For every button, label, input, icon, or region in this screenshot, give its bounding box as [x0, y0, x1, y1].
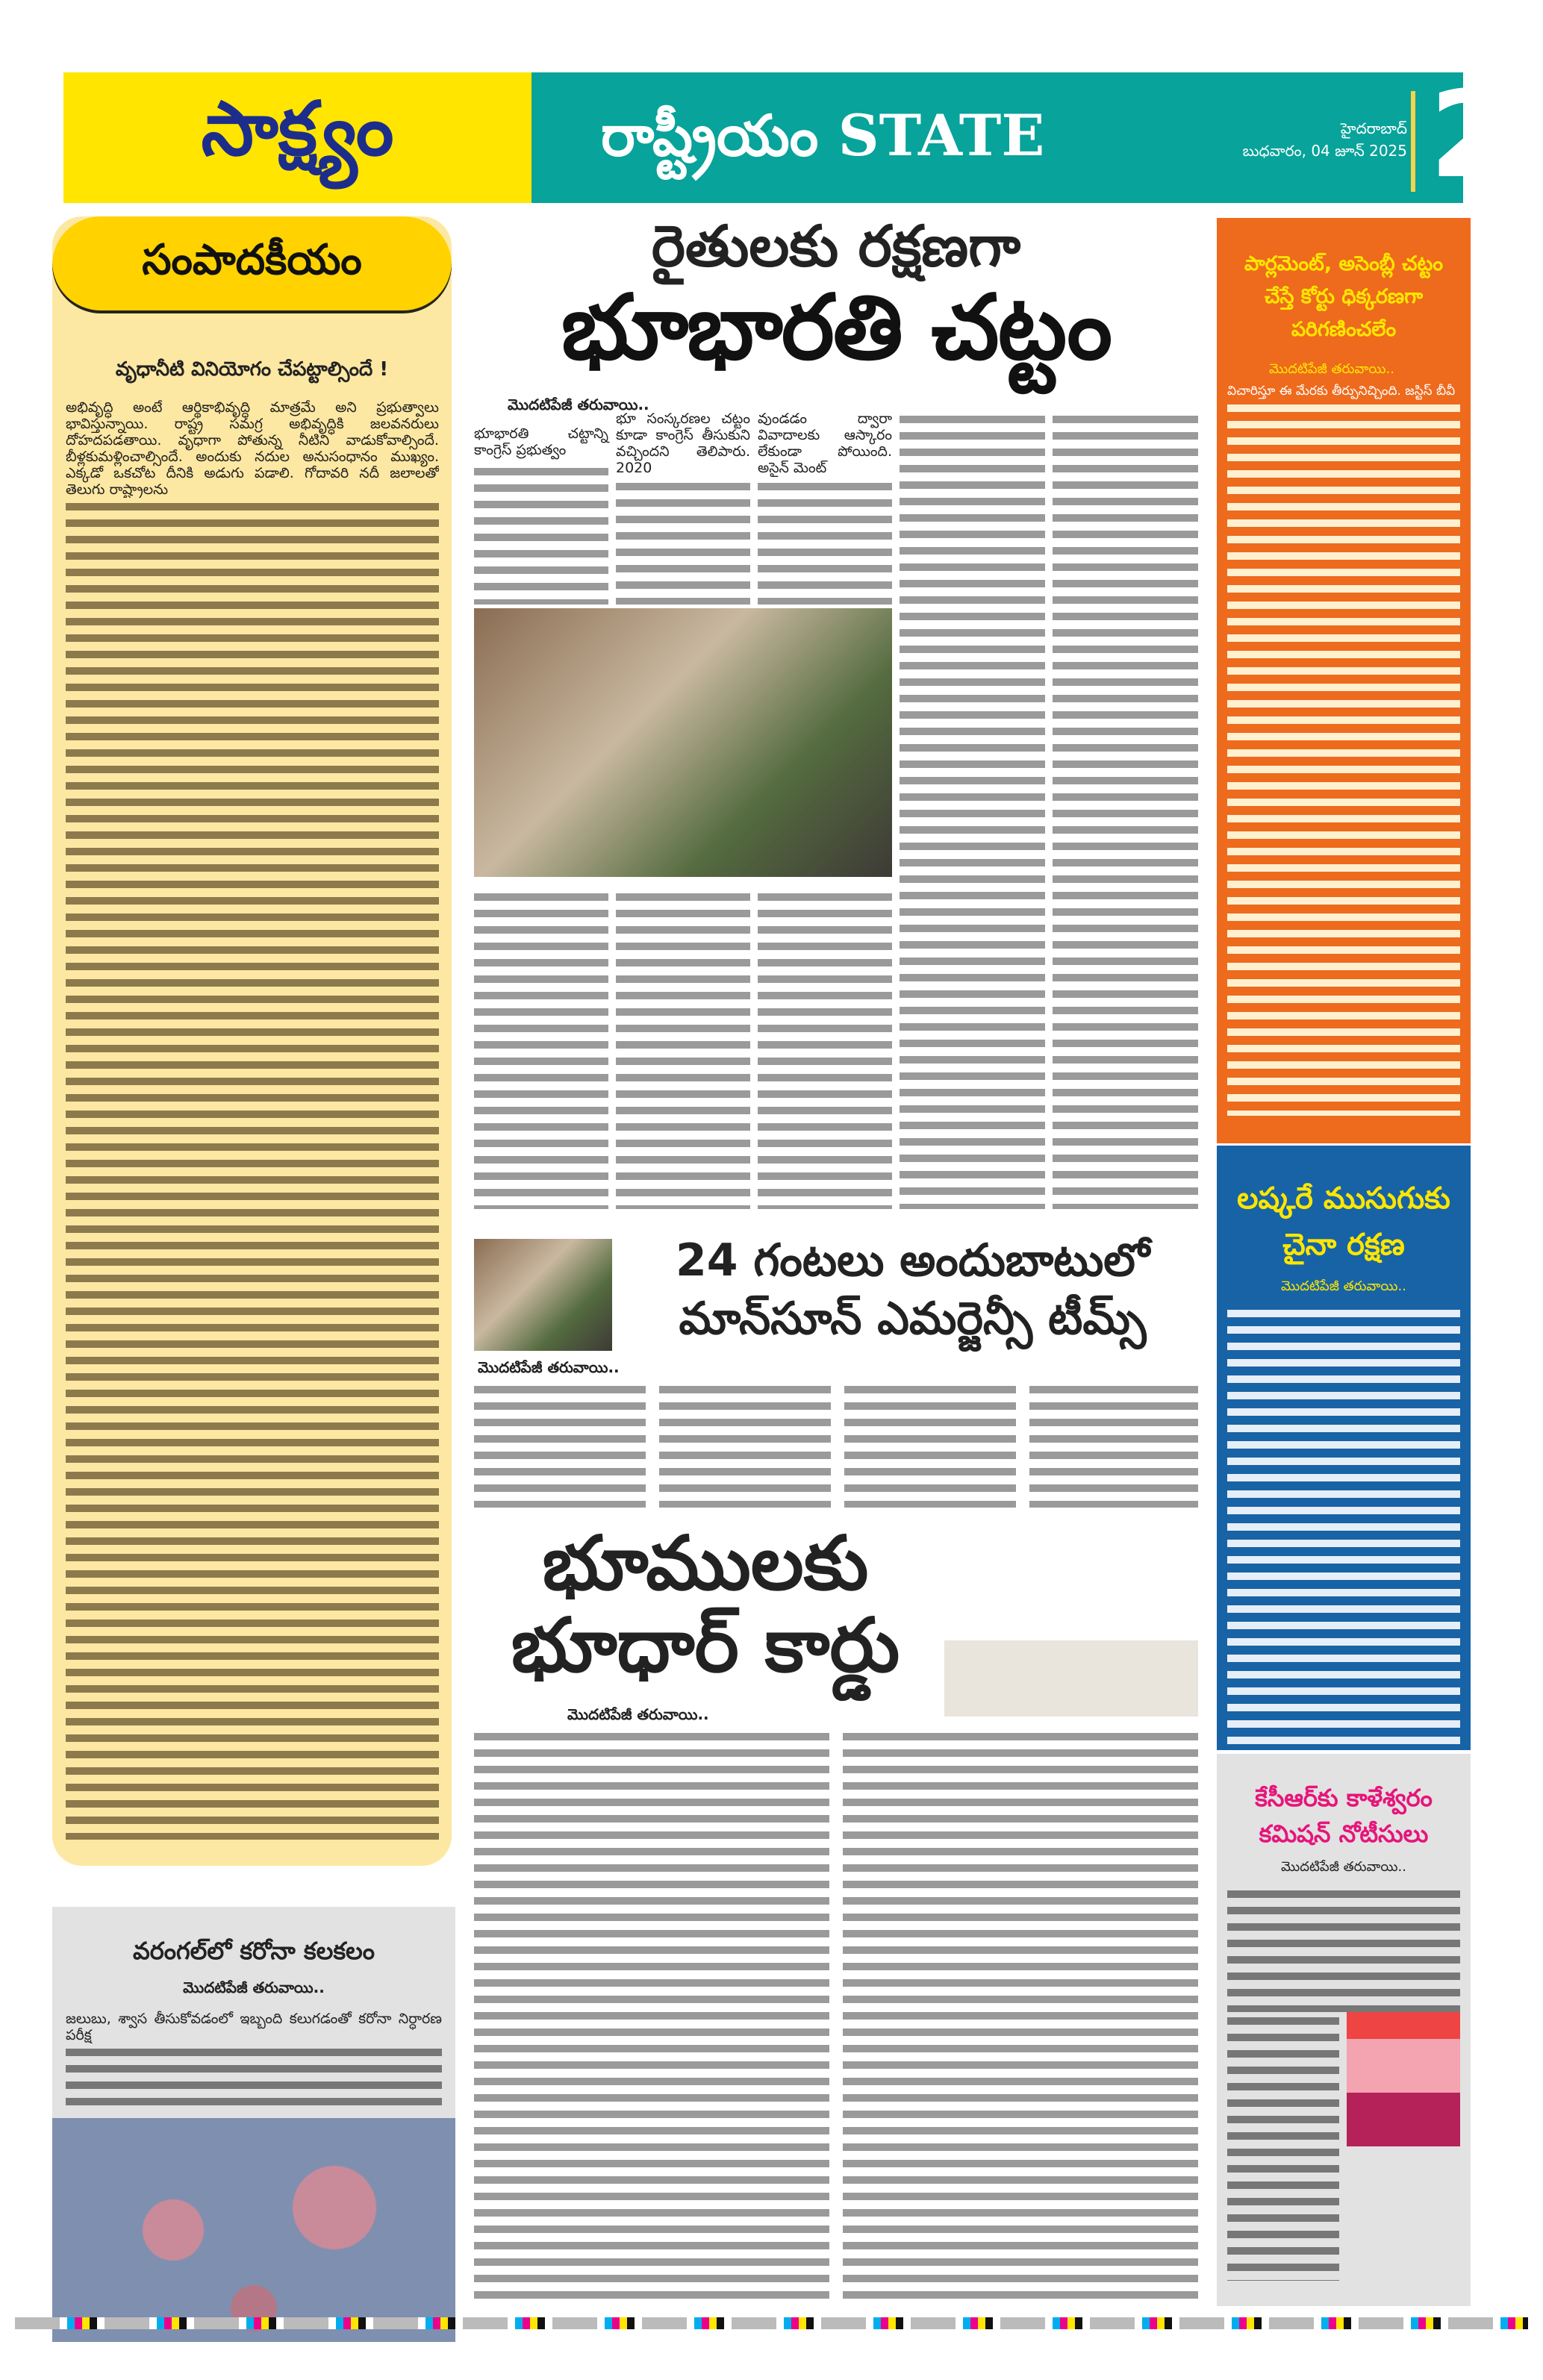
24h-photo	[474, 1239, 612, 1351]
section-title: రాష్ట్రీయం STATE	[601, 102, 1045, 169]
main-col2b	[616, 888, 750, 1209]
main-col2	[616, 478, 750, 605]
land-body	[474, 1728, 1198, 2306]
orange-box	[1217, 218, 1471, 1143]
main-kicker: రైతులకు రక్షణగా	[651, 213, 1021, 279]
kavitha-photo	[1347, 2012, 1460, 2146]
gray-box	[1217, 1754, 1471, 2306]
warangal-lead: జలుబు, శ్వాస తీసుకోవడంలో ఇబ్బంది కలుగడంతో కరోనా నిర్ధారణ పరీక్ష	[66, 2011, 442, 2043]
main-col4	[900, 410, 1045, 1209]
main-headline: భూభారతి చట్టం	[561, 276, 1112, 380]
city: హైదరాబాద్	[1340, 119, 1407, 137]
24h-headline: 24 గంటలు అందుబాటులో మాన్‌సూన్ ఎమర్జెన్సీ టీమ్స్	[676, 1234, 1150, 1345]
editorial-text-flow	[66, 399, 439, 1840]
warangal-headline: వరంగల్‌లో కరోనా కలకలం	[133, 1937, 375, 1965]
virus-image	[52, 2118, 455, 2342]
warangal-body	[66, 2043, 442, 2109]
land-dateline: మొదటిపేజీ తరువాయి..	[567, 1705, 709, 1723]
warangal-dateline: మొదటిపేజీ తరువాయి..	[183, 1978, 325, 1996]
editorial-column	[52, 216, 452, 1866]
orange-dateline: మొదటిపేజీ తరువాయి..	[1269, 361, 1394, 377]
divider	[1411, 91, 1415, 192]
orange-headline: పార్లమెంట్, అసెంబ్లీ చట్టం చేస్తే కోర్టు ధిక్కరణగా పరిగణించలేం	[1244, 252, 1444, 341]
main-col1-lead: భూభారతి చట్టాన్ని కాంగ్రెస్ ప్రభుత్వం	[474, 425, 608, 458]
gray-body-top	[1227, 1885, 1460, 2012]
main-col1	[474, 463, 608, 605]
gray-headline: కేసీఆర్‌కు కాళేశ్వరం కమిషన్ నోటీసులు	[1255, 1784, 1433, 1848]
editorial-headline: వృధానీటి వినియోగం చేపట్టాల్సిందే !	[115, 358, 389, 381]
24h-dateline: మొదటిపేజీ తరువాయి..	[478, 1358, 620, 1376]
main-col1b	[474, 888, 608, 1209]
page-number: 2	[1430, 65, 1513, 204]
land-photo	[944, 1590, 1198, 1717]
warangal-box	[52, 1907, 455, 2306]
main-photo	[474, 608, 892, 877]
land-headline: భూములకు భూధార్ కార్డు	[511, 1519, 900, 1689]
main-col5	[1053, 410, 1198, 1209]
blue-headline: లష్కరే ముసుగుకు చైనా రక్షణ	[1237, 1181, 1450, 1262]
gray-body-left	[1227, 2012, 1339, 2281]
blue-dateline: మొదటిపేజీ తరువాయి..	[1281, 1278, 1406, 1294]
dateline-block	[1183, 117, 1407, 162]
editorial-lead: అభివృద్ధి అంటే ఆర్థికాభివృద్ధి మాత్రమే అని ప్రభుత్వాలు భావిస్తున్నాయి. రాష్ట్ర సమగ్ర అభివృద్ధికి జలవనరులు దోహదపడతాయి. వృధాగా పోతున్న నీటిని వాడుకోవాల్సిందే. బీళ్లకుమళ్లించాల్సిందే. అందుకు నదుల అనుసంధానం ముఖ్యం. ఎక్కడో ఒకచోట దీనికి అడుగు పడాలి. గోదావరి నదీ జలాలతో తెలుగు రాష్ట్రాలను	[66, 399, 439, 498]
blue-body	[1227, 1305, 1460, 1745]
blue-box	[1217, 1146, 1471, 1750]
editorial-label: సంపాదకీయం	[52, 216, 452, 313]
main-col2-lead: భూ సంస్కరణల చట్టం కూడా కాంగ్రెస్ తీసుకుని వచ్చిందని తెలిపారు. 2020	[616, 410, 750, 476]
main-col3	[758, 478, 892, 605]
orange-lead: విచారిస్తూ ఈ మేరకు తీర్పునిచ్చింది. జస్టిస్ బీవీ	[1227, 384, 1456, 399]
gray-dateline: మొదటిపేజీ తరువాయి..	[1281, 1859, 1406, 1875]
main-col3-lead: వుండడం ద్వారా వివాదాలకు ఆస్కారం లేకుండా పోయింది. అసైన్ మెంట్	[758, 410, 892, 476]
24h-body	[474, 1381, 1198, 1508]
print-registration-bar	[15, 2317, 1528, 2329]
editorial-body	[66, 498, 439, 1840]
orange-body	[1227, 399, 1460, 1116]
logo	[63, 72, 532, 203]
main-dateline: మొదటిపేజీ తరువాయి..	[508, 396, 649, 413]
main-col3b	[758, 888, 892, 1209]
masthead	[63, 65, 1513, 204]
date: బుధవారం, 04 జూన్ 2025	[1242, 142, 1407, 160]
logo-text: సాక్ష్యం	[201, 84, 394, 172]
